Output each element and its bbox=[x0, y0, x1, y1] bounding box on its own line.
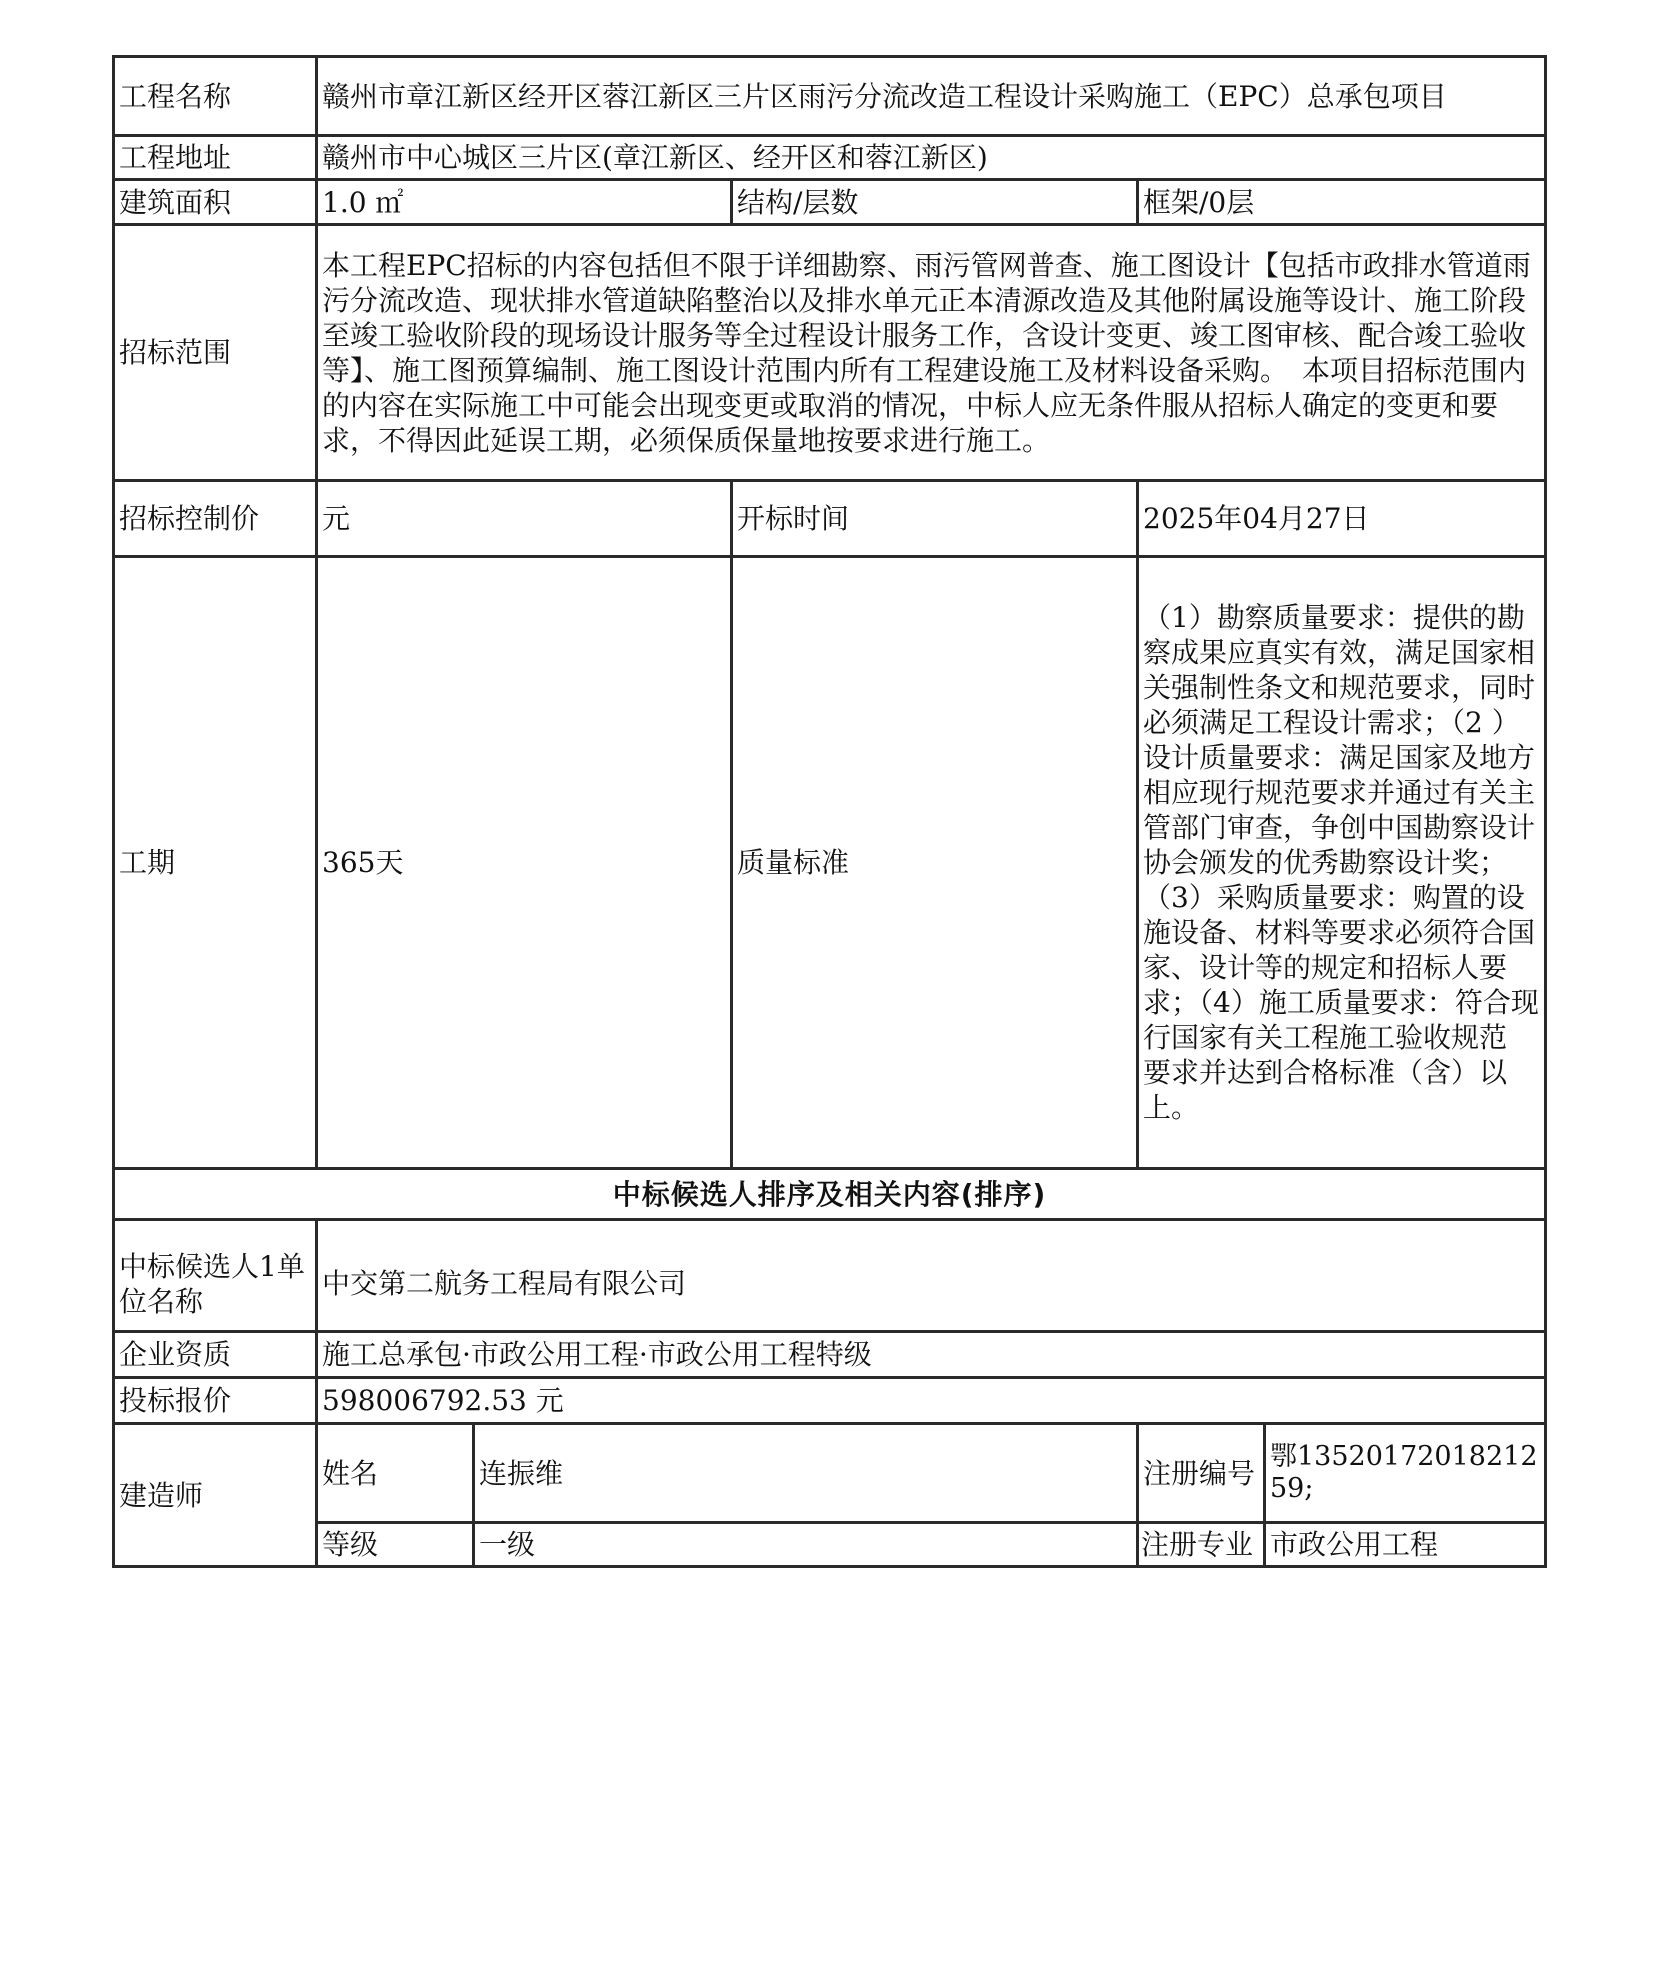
structure-value: 框架/0层 bbox=[1138, 180, 1546, 225]
open-time-label: 开标时间 bbox=[732, 481, 1138, 557]
candidate-name-label bbox=[114, 1220, 317, 1332]
person-name-label: 姓名 bbox=[317, 1424, 474, 1523]
grade-value: 一级 bbox=[474, 1523, 1138, 1567]
registered-major-value: 市政公用工程 bbox=[1265, 1523, 1546, 1567]
qualification-value: 施工总承包·市政公用工程·市政公用工程特级 bbox=[317, 1332, 1546, 1378]
grade-label: 等级 bbox=[317, 1523, 474, 1567]
building-area-label: 建筑面积 bbox=[114, 180, 317, 225]
bid-scope-label: 招标范围 bbox=[114, 225, 317, 481]
candidate-section-title: 中标候选人排序及相关内容(排序) bbox=[114, 1169, 1546, 1220]
building-area-value: 1.0 ㎡ bbox=[317, 180, 732, 225]
person-name-value: 连振维 bbox=[474, 1424, 1138, 1523]
bid-price-label: 投标报价 bbox=[114, 1378, 317, 1424]
open-time-value: 2025年04月27日 bbox=[1138, 481, 1546, 557]
registered-major-label: 注册专业 bbox=[1138, 1523, 1265, 1567]
project-name-label: 工程名称 bbox=[114, 57, 317, 136]
candidate-name-value-text: 中交第二航务工程局有限公司 bbox=[322, 1267, 687, 1300]
qualification-label: 企业资质 bbox=[114, 1332, 317, 1378]
control-price-value: 元 bbox=[317, 481, 732, 557]
period-value: 365天 bbox=[317, 557, 732, 1169]
candidate-name-value bbox=[317, 1220, 1546, 1332]
candidate-name-label-text: 中标候选人1单位名称 bbox=[119, 1249, 305, 1318]
registration-number-label: 注册编号 bbox=[1138, 1424, 1265, 1523]
project-address-value: 赣州市中心城区三片区(章江新区、经开区和蓉江新区) bbox=[317, 136, 1546, 180]
bid-price-value: 598006792.53 元 bbox=[317, 1378, 1546, 1424]
registration-number-value: 鄂1352017201821259; bbox=[1265, 1424, 1546, 1523]
bid-result-table bbox=[112, 55, 1547, 1568]
structure-label: 结构/层数 bbox=[732, 180, 1138, 225]
bid-scope-value: 本工程EPC招标的内容包括但不限于详细勘察、雨污管网普查、施工图设计【包括市政排水管道雨污分流改造、现状排水管道缺陷整治以及排水单元正本清源改造及其他附属设施等设计、施工阶段至竣工验收阶段的现场设计服务等全过程设计服务工作，含设计变更、竣工图审核、配合竣工验收等】、施工图预算编制、施工图设计范围内所有工程建设施工及材料设备采购。 本项目招标范围内的内容在实际施工中可能会出现变更或取消的情况，中标人应无条件服从招标人确定的变更和要求，不得因此延误工期，必须保质保量地按要求进行施工。 bbox=[317, 225, 1546, 481]
builder-label: 建造师 bbox=[114, 1424, 317, 1567]
project-address-label: 工程地址 bbox=[114, 136, 317, 180]
control-price-label: 招标控制价 bbox=[114, 481, 317, 557]
quality-value: （1）勘察质量要求：提供的勘察成果应真实有效，满足国家相 关强制性条文和规范要求，同时必须满足工程设计需求；（2 ）设计质量要求：满足国家及地方相应现行规范要求并通过有关主管部门审查，争创中国勘察设计 协会颁发的优秀勘察设计奖；（3）采购质量要求：购置的设施设备、材料等要求必须符合国家、设计等的规定和招标人要求；（4）施工质量要求：符合现行国家有关工程施工验收规范 要求并达到合格标准（含）以上。 bbox=[1138, 557, 1546, 1169]
quality-label: 质量标准 bbox=[732, 557, 1138, 1169]
project-name-value: 赣州市章江新区经开区蓉江新区三片区雨污分流改造工程设计采购施工（EPC）总承包项目 bbox=[317, 57, 1546, 136]
period-label: 工期 bbox=[114, 557, 317, 1169]
